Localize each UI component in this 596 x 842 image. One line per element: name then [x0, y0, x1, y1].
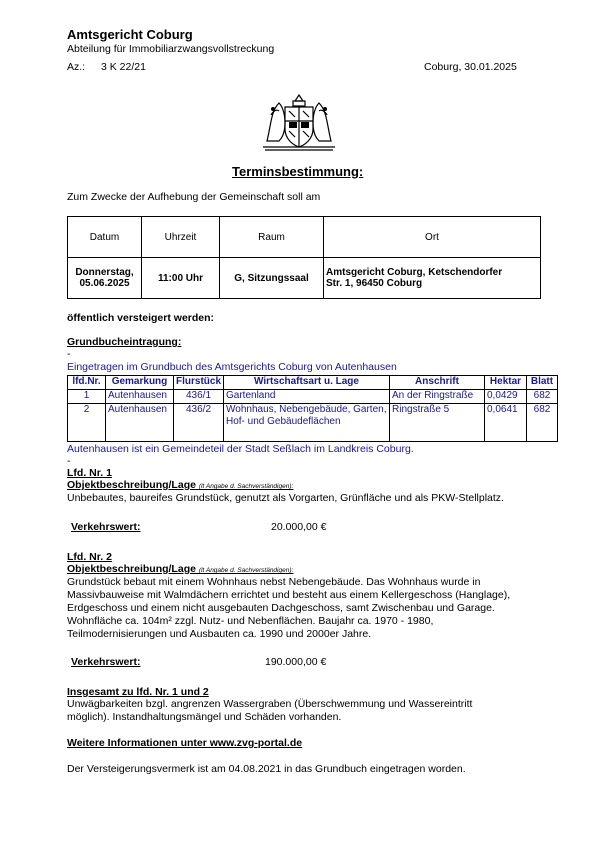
place-date: Coburg, 30.01.2025	[424, 61, 517, 73]
col-flurstueck: Flurstück	[174, 376, 224, 390]
insgesamt-line1: Unwägbarkeiten bzgl. angrenzen Wassergraben (Überschwemmung und Wassereintritt	[67, 698, 473, 710]
lfd1-heading: Lfd. Nr. 1	[67, 467, 112, 479]
header-datum: Datum	[68, 217, 142, 258]
termin-date-line2: 05.06.2025	[79, 278, 130, 289]
cell-lage: Gartenland	[224, 390, 390, 404]
cell-gemarkung: Autenhausen	[106, 390, 174, 404]
insgesamt-line2: möglich). Instandhaltungsmängel und Schäden vorhanden.	[67, 711, 342, 723]
termin-place-line1: Amtsgericht Coburg, Ketschendorfer	[326, 267, 503, 278]
department: Abteilung für Immobiliarzwangsvollstreckung	[67, 43, 275, 55]
cell-blatt: 682	[527, 404, 558, 442]
cell-nr: 1	[68, 390, 106, 404]
table-row	[68, 404, 558, 442]
grundbuch-entry: Eingetragen im Grundbuch des Amtsgerichts Coburg von Autenhausen	[67, 361, 397, 373]
lfd2-value: 190.000,00 €	[265, 656, 327, 668]
lfd1-objekt-label: Objektbeschreibung/Lage	[67, 479, 196, 491]
header-uhrzeit: Uhrzeit	[142, 217, 220, 258]
termin-time: 11:00 Uhr	[142, 258, 220, 299]
termin-header-row	[68, 217, 541, 258]
header-raum: Raum	[220, 217, 324, 258]
lfd2-desc-line: Massivbauweise mit Walmdächern errichtet und besteht aus einem Kellergeschoss (Hanglage),	[67, 589, 511, 601]
col-gemarkung: Gemarkung	[106, 376, 174, 390]
page-title: Terminsbestimmung:	[232, 164, 364, 179]
az-label: Az.:	[67, 61, 86, 73]
lfd2-description	[67, 576, 547, 641]
col-anschrift: Anschrift	[390, 376, 485, 390]
termin-value-row	[68, 258, 541, 299]
grundbuch-table	[67, 375, 558, 442]
cell-gemarkung: Autenhausen	[106, 404, 174, 442]
intro-text: Zum Zwecke der Aufhebung der Gemeinschaft soll am	[67, 191, 321, 203]
coat-of-arms-seal-icon	[259, 91, 339, 153]
lfd2-heading: Lfd. Nr. 2	[67, 551, 112, 563]
col-wirtschaftsart: Wirtschaftsart u. Lage	[224, 376, 390, 390]
col-blatt: Blatt	[527, 376, 558, 390]
col-lfdnr: lfd.Nr.	[68, 376, 106, 390]
grundbuch-note: Autenhausen ist ein Gemeindeteil der Stadt Seßlach im Landkreis Coburg.	[67, 443, 414, 455]
lfd1-objekt-note: (lt Angabe d. Sachverständigen):	[198, 483, 294, 490]
lfd1-objekt	[67, 479, 293, 493]
dash-2: -	[67, 455, 71, 467]
az-value: 3 K 22/21	[101, 61, 146, 73]
insgesamt-heading: Insgesamt zu lfd. Nr. 1 und 2	[67, 686, 209, 698]
lfd2-desc-line: Erdgeschoss und einem nicht ausgebauten Dachgeschoss, samt Zwischenbau und Garage.	[67, 602, 495, 614]
dash-1: -	[67, 348, 71, 360]
lfd2-desc-line: Teilmodernisierungen und Ausbauten ca. 1990 und 2000er Jahre.	[67, 628, 372, 640]
cell-nr: 2	[68, 404, 106, 442]
lfd2-desc-line: Grundstück bebaut mit einem Wohnhaus nebst Nebengebäude. Das Wohnhaus wurde in	[67, 576, 481, 588]
weitere-info-link[interactable]: Weitere Informationen unter www.zvg-portal.de	[67, 737, 303, 749]
lfd1-value: 20.000,00 €	[271, 521, 327, 533]
termin-room: G, Sitzungssaal	[220, 258, 324, 299]
termin-table	[67, 216, 541, 299]
cell-hektar: 0,0429	[485, 390, 527, 404]
cell-flurstueck: 436/2	[174, 404, 224, 442]
lfd1-description: Unbebautes, baureifes Grundstück, genutzt als Vorgarten, Grünfläche und als PKW-Stellplatz.	[67, 492, 504, 504]
table-row	[68, 390, 558, 404]
lfd2-desc-line: Wohnfläche ca. 104m² zzgl. Nutz- und Nebenflächen. Baujahr ca. 1970 - 1980,	[67, 615, 434, 627]
termin-place	[324, 258, 541, 299]
versteigert-text: öffentlich versteigert werden:	[67, 312, 215, 324]
cell-blatt: 682	[527, 390, 558, 404]
final-text: Der Versteigerungsvermerk ist am 04.08.2021 in das Grundbuch eingetragen worden.	[67, 763, 466, 775]
lfd2-objekt-note: (lt Angabe d. Sachverständigen):	[198, 567, 294, 574]
termin-date	[68, 258, 142, 299]
cell-flurstueck: 436/1	[174, 390, 224, 404]
header-ort: Ort	[324, 217, 541, 258]
lfd2-objekt	[67, 563, 293, 577]
cell-lage: Wohnhaus, Nebengebäude, Garten, Hof- und Gebäudeflächen	[224, 404, 390, 442]
grundbuch-header-row	[68, 376, 558, 390]
col-hektar: Hektar	[485, 376, 527, 390]
lfd2-objekt-label: Objektbeschreibung/Lage	[67, 563, 196, 575]
termin-date-line1: Donnerstag,	[75, 267, 134, 278]
grundbuch-heading: Grundbucheintragung:	[67, 336, 182, 348]
lfd1-value-label: Verkehrswert:	[71, 521, 141, 533]
lfd2-value-label: Verkehrswert:	[71, 656, 141, 668]
cell-anschrift: An der Ringstraße	[390, 390, 485, 404]
termin-place-line2: Str. 1, 96450 Coburg	[326, 278, 423, 289]
cell-anschrift: Ringstraße 5	[390, 404, 485, 442]
court-name: Amtsgericht Coburg	[67, 27, 193, 42]
cell-hektar: 0,0641	[485, 404, 527, 442]
